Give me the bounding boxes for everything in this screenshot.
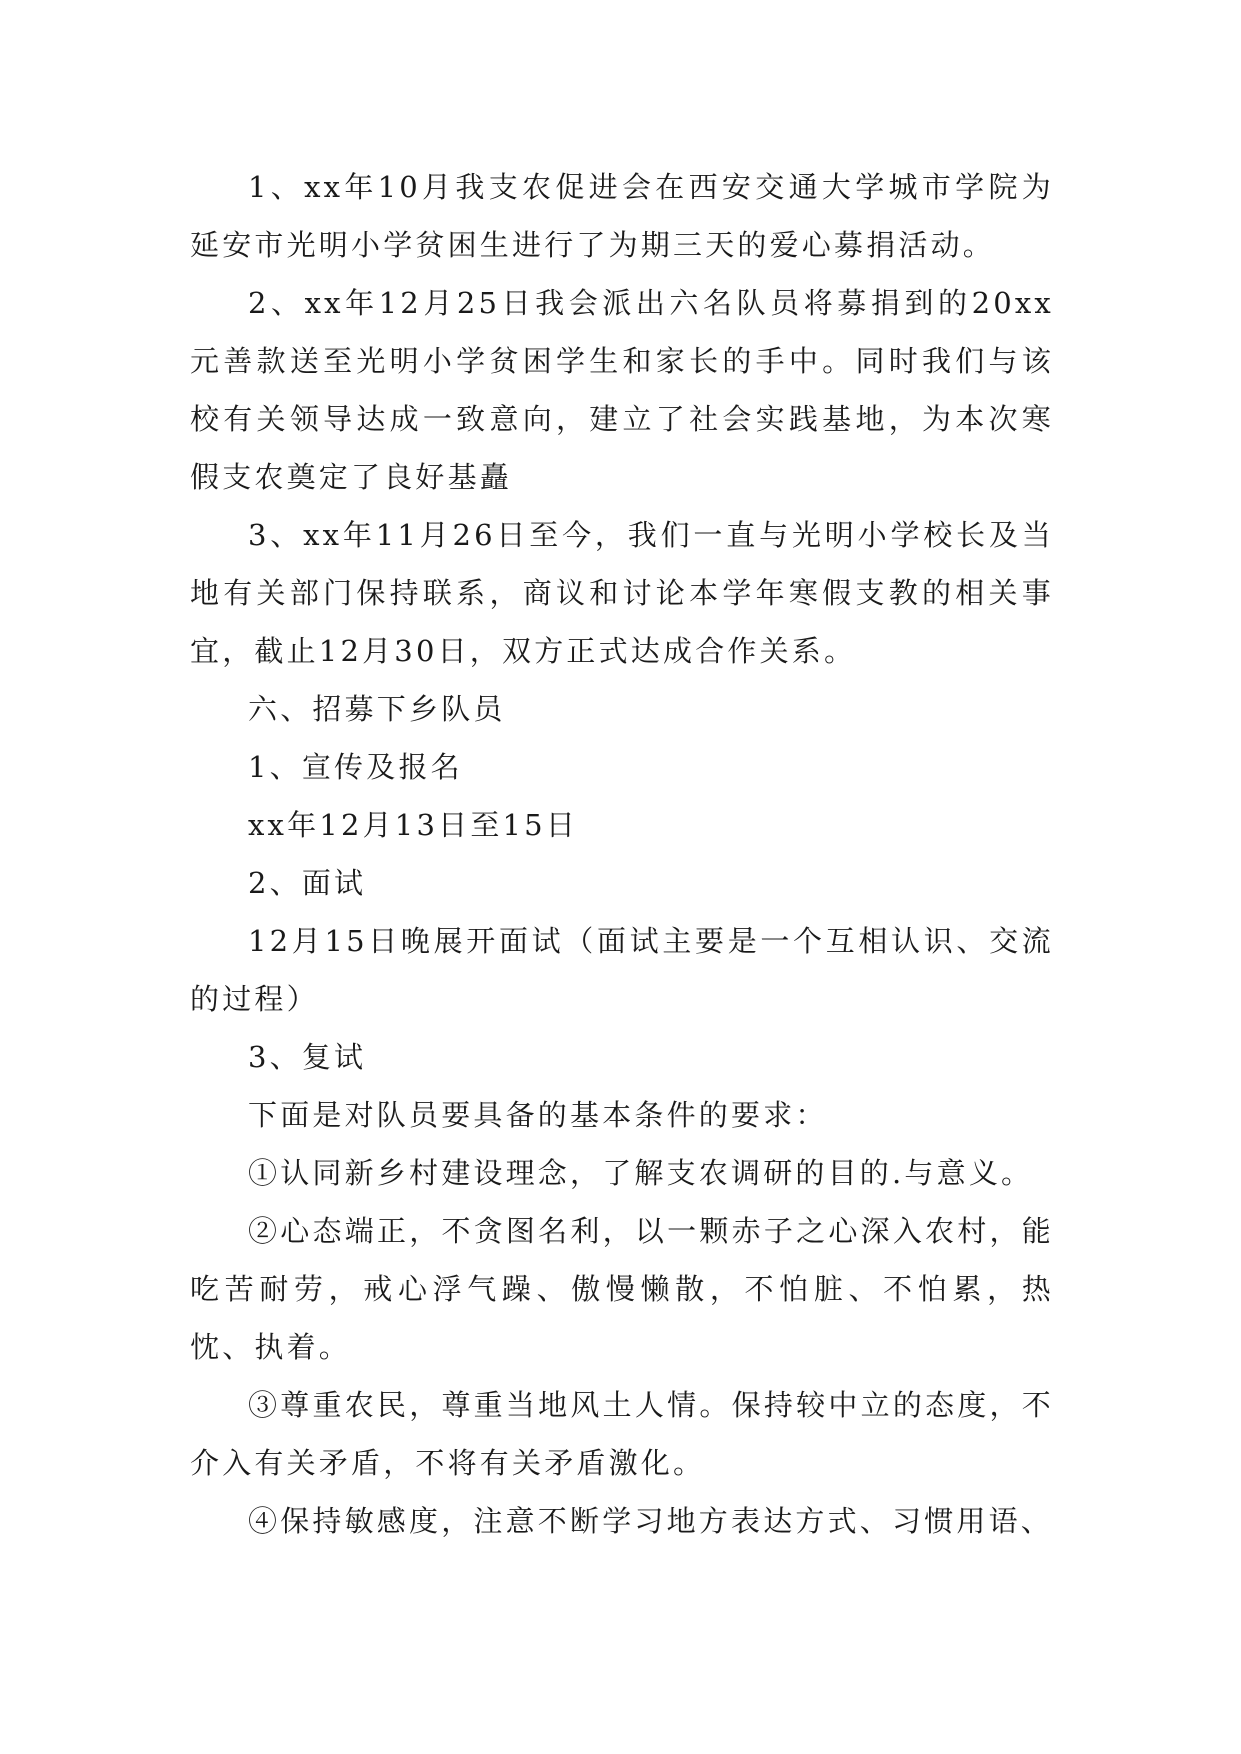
paragraph-activity-3: 3、xx年11月26日至今，我们一直与光明小学校长及当地有关部门保持联系，商议和讨论本学年寒假支教的相关事宜，截止12月30日，双方正式达成合作关系。 [190, 518, 1054, 668]
subheading-reexam: 3、复试 [248, 1040, 367, 1074]
subheading-interview: 2、面试 [248, 866, 367, 900]
requirement-item-2: ②心态端正，不贪图名利，以一颗赤子之心深入农村，能吃苦耐劳，戒心浮气躁、傲慢懒散，不怕脏、不怕累，热忱、执着。 [190, 1214, 1054, 1364]
paragraph-activity-2: 2、xx年12月25日我会派出六名队员将募捐到的20xx元善款送至光明小学贫困学生和家长的手中。同时我们与该校有关领导达成一致意向，建立了社会实践基地，为本次寒假支农奠定了良好基矗 [190, 286, 1054, 494]
requirement-item-1: ①认同新乡村建设理念，了解支农调研的目的.与意义。 [248, 1156, 1034, 1190]
section-heading-recruit: 六、招募下乡队员 [248, 692, 506, 726]
subheading-publicity: 1、宣传及报名 [248, 750, 463, 784]
paragraph-requirements-intro: 下面是对队员要具备的基本条件的要求： [248, 1098, 828, 1132]
paragraph-interview-detail: 12月15日晚展开面试（面试主要是一个互相认识、交流的过程） [190, 924, 1054, 1016]
requirement-item-3: ③尊重农民，尊重当地风土人情。保持较中立的态度，不介入有关矛盾，不将有关矛盾激化。 [190, 1388, 1054, 1480]
paragraph-publicity-date: xx年12月13日至15日 [248, 808, 579, 842]
document-page [190, 158, 1054, 1550]
requirement-item-4: ④保持敏感度，注意不断学习地方表达方式、习惯用语、 [248, 1504, 1054, 1538]
paragraph-activity-1: 1、xx年10月我支农促进会在西安交通大学城市学院为延安市光明小学贫困生进行了为期三天的爱心募捐活动。 [190, 170, 1054, 262]
